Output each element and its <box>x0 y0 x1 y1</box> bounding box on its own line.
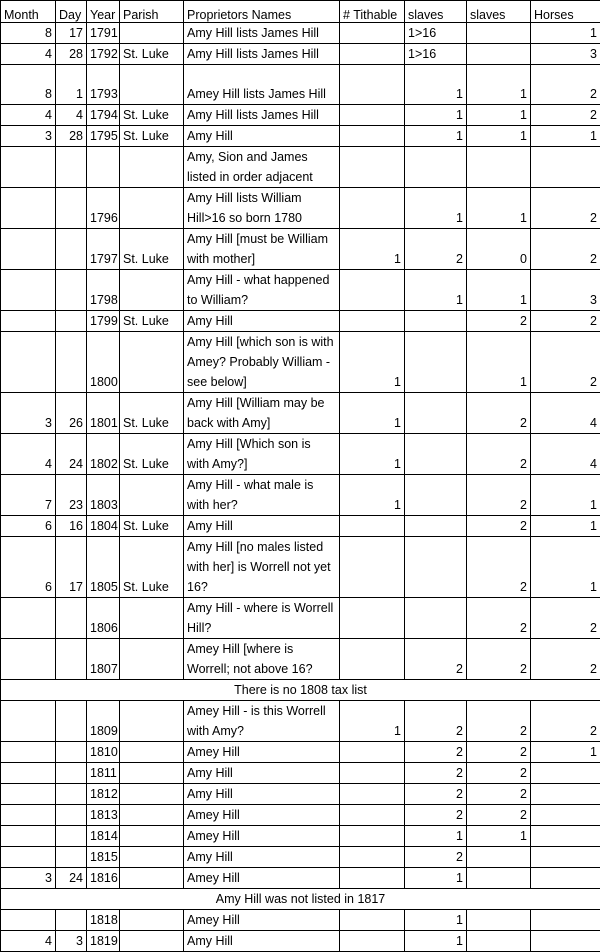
cell-horses: 2 <box>531 188 600 229</box>
cell-month <box>1 910 56 931</box>
table-row <box>1 270 600 311</box>
cell-parish: St. Luke <box>120 44 184 65</box>
cell-horses <box>531 910 600 931</box>
cell-slaves-1: 2 <box>405 847 467 868</box>
cell-year: 1809 <box>87 701 120 742</box>
cell-slaves-1: 2 <box>405 742 467 763</box>
cell-horses <box>531 826 600 847</box>
cell-tithable <box>340 126 405 147</box>
cell-slaves-1 <box>405 393 467 434</box>
cell-proprietor-name: Amey Hill <box>184 742 340 763</box>
cell-slaves-1: 1 <box>405 65 467 105</box>
cell-slaves-1: 1 <box>405 910 467 931</box>
cell-year: 1793 <box>87 65 120 105</box>
cell-parish <box>120 742 184 763</box>
cell-proprietor-name: Amy Hill - what happened to William? <box>184 270 340 311</box>
table-row <box>1 126 600 147</box>
cell-year: 1791 <box>87 23 120 44</box>
table-row <box>1 44 600 65</box>
cell-parish: St. Luke <box>120 537 184 598</box>
cell-day: 24 <box>56 868 87 889</box>
cell-proprietor-name: Amy Hill lists James Hill <box>184 105 340 126</box>
table-row <box>1 931 600 952</box>
cell-slaves-1: 1 <box>405 270 467 311</box>
cell-year: 1798 <box>87 270 120 311</box>
cell-year: 1800 <box>87 332 120 393</box>
cell-slaves-1 <box>405 475 467 516</box>
cell-year: 1818 <box>87 910 120 931</box>
cell-month: 3 <box>1 868 56 889</box>
cell-day: 24 <box>56 434 87 475</box>
table-row <box>1 393 600 434</box>
cell-year: 1815 <box>87 847 120 868</box>
cell-day: 16 <box>56 516 87 537</box>
cell-proprietor-name: Amy Hill [no males listed with her] is Worrell not yet 16? <box>184 537 340 598</box>
cell-horses <box>531 805 600 826</box>
cell-proprietor-name: Amy Hill lists James Hill <box>184 44 340 65</box>
cell-slaves-2: 2 <box>467 475 531 516</box>
cell-parish: St. Luke <box>120 393 184 434</box>
cell-slaves-1 <box>405 311 467 332</box>
cell-slaves-2 <box>467 868 531 889</box>
cell-month: 4 <box>1 931 56 952</box>
cell-slaves-1 <box>405 147 467 188</box>
cell-year: 1796 <box>87 188 120 229</box>
cell-parish <box>120 270 184 311</box>
cell-proprietor-name: Amy Hill - where is Worrell Hill? <box>184 598 340 639</box>
cell-horses: 2 <box>531 598 600 639</box>
cell-slaves-2: 2 <box>467 701 531 742</box>
cell-slaves-1: 2 <box>405 701 467 742</box>
cell-slaves-2: 2 <box>467 639 531 680</box>
cell-slaves-2: 1 <box>467 332 531 393</box>
cell-month: 6 <box>1 537 56 598</box>
cell-month <box>1 639 56 680</box>
cell-year: 1797 <box>87 229 120 270</box>
cell-horses: 2 <box>531 105 600 126</box>
cell-horses: 1 <box>531 742 600 763</box>
cell-slaves-1: 2 <box>405 763 467 784</box>
cell-day <box>56 188 87 229</box>
cell-month <box>1 147 56 188</box>
table-row <box>1 805 600 826</box>
table-row <box>1 311 600 332</box>
cell-slaves-1 <box>405 332 467 393</box>
cell-slaves-2 <box>467 931 531 952</box>
cell-day <box>56 910 87 931</box>
cell-proprietor-name: Amy Hill [William may be back with Amy] <box>184 393 340 434</box>
cell-year: 1795 <box>87 126 120 147</box>
cell-slaves-2: 2 <box>467 784 531 805</box>
cell-year: 1814 <box>87 826 120 847</box>
cell-month <box>1 763 56 784</box>
table-row <box>1 537 600 598</box>
header-month: Month <box>1 1 56 23</box>
header-parish: Parish <box>120 1 184 23</box>
table-row <box>1 475 600 516</box>
cell-slaves-2: 2 <box>467 598 531 639</box>
cell-tithable <box>340 537 405 598</box>
cell-year: 1813 <box>87 805 120 826</box>
cell-parish: St. Luke <box>120 434 184 475</box>
cell-slaves-2: 2 <box>467 434 531 475</box>
cell-day <box>56 805 87 826</box>
cell-year <box>87 147 120 188</box>
cell-year: 1806 <box>87 598 120 639</box>
cell-horses: 4 <box>531 393 600 434</box>
table-row <box>1 763 600 784</box>
cell-parish <box>120 784 184 805</box>
cell-proprietor-name: Amy Hill [must be William with mother] <box>184 229 340 270</box>
cell-slaves-2: 2 <box>467 742 531 763</box>
cell-proprietor-name: Amy Hill <box>184 516 340 537</box>
cell-year: 1802 <box>87 434 120 475</box>
cell-day <box>56 332 87 393</box>
cell-day: 28 <box>56 44 87 65</box>
cell-month <box>1 332 56 393</box>
cell-slaves-2 <box>467 847 531 868</box>
header-proprietors-names: Proprietors Names <box>184 1 340 23</box>
cell-slaves-1: 1 <box>405 105 467 126</box>
cell-proprietor-name: Amy Hill lists James Hill <box>184 23 340 44</box>
table-row <box>1 847 600 868</box>
cell-horses: 1 <box>531 537 600 598</box>
cell-slaves-1: 1 <box>405 826 467 847</box>
cell-proprietor-name: Amey Hill lists James Hill <box>184 65 340 105</box>
cell-slaves-1: 2 <box>405 639 467 680</box>
cell-day <box>56 763 87 784</box>
cell-day <box>56 598 87 639</box>
table-row <box>1 826 600 847</box>
cell-tithable: 1 <box>340 332 405 393</box>
cell-parish: St. Luke <box>120 105 184 126</box>
note-text: There is no 1808 tax list <box>1 680 600 701</box>
cell-proprietor-name: Amy Hill lists William Hill>16 so born 1780 <box>184 188 340 229</box>
cell-proprietor-name: Amey Hill [where is Worrell; not above 16? <box>184 639 340 680</box>
cell-parish: St. Luke <box>120 516 184 537</box>
table-row <box>1 742 600 763</box>
cell-year: 1811 <box>87 763 120 784</box>
cell-tithable: 1 <box>340 701 405 742</box>
cell-tithable <box>340 147 405 188</box>
cell-day <box>56 701 87 742</box>
cell-day <box>56 311 87 332</box>
cell-parish: St. Luke <box>120 311 184 332</box>
cell-tithable <box>340 847 405 868</box>
cell-slaves-2 <box>467 147 531 188</box>
cell-month <box>1 229 56 270</box>
cell-parish <box>120 639 184 680</box>
cell-day: 17 <box>56 537 87 598</box>
cell-horses <box>531 931 600 952</box>
cell-horses: 3 <box>531 44 600 65</box>
cell-slaves-2: 2 <box>467 537 531 598</box>
table-row <box>1 188 600 229</box>
cell-month: 4 <box>1 44 56 65</box>
cell-horses: 2 <box>531 639 600 680</box>
table-row <box>1 639 600 680</box>
cell-slaves-2: 1 <box>467 270 531 311</box>
header-slaves-2: slaves <box>467 1 531 23</box>
cell-parish: St. Luke <box>120 126 184 147</box>
table-row <box>1 105 600 126</box>
cell-proprietor-name: Amy Hill <box>184 763 340 784</box>
cell-day <box>56 847 87 868</box>
note-row <box>1 680 600 701</box>
cell-month <box>1 188 56 229</box>
cell-slaves-2: 1 <box>467 105 531 126</box>
cell-parish <box>120 763 184 784</box>
cell-proprietor-name: Amy Hill - what male is with her? <box>184 475 340 516</box>
cell-year: 1792 <box>87 44 120 65</box>
table-row <box>1 23 600 44</box>
cell-tithable: 1 <box>340 475 405 516</box>
cell-tithable <box>340 270 405 311</box>
cell-slaves-1 <box>405 598 467 639</box>
cell-proprietor-name: Amy Hill [which son is with Amey? Probably William - see below] <box>184 332 340 393</box>
cell-slaves-2: 1 <box>467 126 531 147</box>
cell-proprietor-name: Amy Hill <box>184 931 340 952</box>
header-day: Day <box>56 1 87 23</box>
cell-parish <box>120 598 184 639</box>
cell-slaves-2 <box>467 44 531 65</box>
cell-proprietor-name: Amy, Sion and James listed in order adjacent <box>184 147 340 188</box>
cell-slaves-1: 1>16 <box>405 44 467 65</box>
cell-month: 3 <box>1 126 56 147</box>
cell-tithable <box>340 105 405 126</box>
table-row <box>1 434 600 475</box>
table-row <box>1 598 600 639</box>
cell-proprietor-name: Amy Hill [Which son is with Amy?] <box>184 434 340 475</box>
cell-tithable <box>340 910 405 931</box>
cell-parish <box>120 826 184 847</box>
cell-month: 7 <box>1 475 56 516</box>
header-year: Year <box>87 1 120 23</box>
cell-horses <box>531 847 600 868</box>
cell-proprietor-name: Amy Hill <box>184 126 340 147</box>
cell-horses: 3 <box>531 270 600 311</box>
cell-month <box>1 270 56 311</box>
cell-tithable: 1 <box>340 229 405 270</box>
cell-proprietor-name: Amy Hill <box>184 311 340 332</box>
cell-tithable <box>340 931 405 952</box>
cell-slaves-1: 1 <box>405 931 467 952</box>
cell-year: 1819 <box>87 931 120 952</box>
cell-year: 1810 <box>87 742 120 763</box>
cell-day <box>56 742 87 763</box>
cell-horses <box>531 763 600 784</box>
cell-slaves-2: 2 <box>467 516 531 537</box>
cell-slaves-1: 2 <box>405 784 467 805</box>
cell-slaves-2: 1 <box>467 826 531 847</box>
cell-tithable <box>340 188 405 229</box>
cell-tithable: 1 <box>340 434 405 475</box>
cell-day: 26 <box>56 393 87 434</box>
cell-month: 6 <box>1 516 56 537</box>
cell-month <box>1 784 56 805</box>
cell-horses: 2 <box>531 229 600 270</box>
cell-horses: 2 <box>531 311 600 332</box>
table-row <box>1 868 600 889</box>
cell-parish <box>120 910 184 931</box>
table-row <box>1 65 600 105</box>
cell-parish <box>120 147 184 188</box>
cell-day: 3 <box>56 931 87 952</box>
cell-slaves-2: 1 <box>467 188 531 229</box>
cell-slaves-2: 1 <box>467 65 531 105</box>
cell-month <box>1 311 56 332</box>
cell-slaves-1: 2 <box>405 229 467 270</box>
cell-slaves-1: 1>16 <box>405 23 467 44</box>
cell-slaves-2: 2 <box>467 311 531 332</box>
cell-year: 1801 <box>87 393 120 434</box>
cell-slaves-2: 2 <box>467 805 531 826</box>
cell-parish: St. Luke <box>120 229 184 270</box>
cell-year: 1799 <box>87 311 120 332</box>
cell-horses: 2 <box>531 701 600 742</box>
cell-parish <box>120 188 184 229</box>
cell-tithable <box>340 44 405 65</box>
cell-year: 1816 <box>87 868 120 889</box>
cell-month <box>1 742 56 763</box>
cell-proprietor-name: Amy Hill <box>184 847 340 868</box>
note-row <box>1 889 600 910</box>
cell-tithable <box>340 516 405 537</box>
cell-horses: 2 <box>531 65 600 105</box>
cell-parish <box>120 931 184 952</box>
cell-parish <box>120 868 184 889</box>
cell-slaves-1: 1 <box>405 188 467 229</box>
cell-day <box>56 826 87 847</box>
cell-horses <box>531 784 600 805</box>
cell-horses: 2 <box>531 332 600 393</box>
cell-horses: 1 <box>531 23 600 44</box>
cell-slaves-2 <box>467 23 531 44</box>
cell-horses: 1 <box>531 516 600 537</box>
cell-parish <box>120 847 184 868</box>
cell-slaves-1: 2 <box>405 805 467 826</box>
cell-proprietor-name: Amey Hill <box>184 826 340 847</box>
cell-day <box>56 639 87 680</box>
cell-year: 1807 <box>87 639 120 680</box>
cell-horses <box>531 147 600 188</box>
cell-slaves-2: 2 <box>467 393 531 434</box>
cell-day <box>56 229 87 270</box>
cell-horses: 1 <box>531 475 600 516</box>
cell-month: 8 <box>1 23 56 44</box>
cell-day <box>56 147 87 188</box>
cell-proprietor-name: Amey Hill <box>184 868 340 889</box>
cell-year: 1804 <box>87 516 120 537</box>
header-horses: Horses <box>531 1 600 23</box>
cell-tithable <box>340 826 405 847</box>
cell-slaves-2 <box>467 910 531 931</box>
cell-year: 1794 <box>87 105 120 126</box>
cell-horses: 1 <box>531 126 600 147</box>
table-row <box>1 147 600 188</box>
table-row <box>1 516 600 537</box>
cell-slaves-1 <box>405 537 467 598</box>
cell-month <box>1 847 56 868</box>
cell-proprietor-name: Amey Hill <box>184 910 340 931</box>
cell-proprietor-name: Amy Hill <box>184 784 340 805</box>
cell-year: 1805 <box>87 537 120 598</box>
cell-tithable: 1 <box>340 393 405 434</box>
cell-tithable <box>340 311 405 332</box>
cell-tithable <box>340 23 405 44</box>
cell-slaves-1: 1 <box>405 868 467 889</box>
cell-slaves-2: 0 <box>467 229 531 270</box>
cell-horses <box>531 868 600 889</box>
cell-parish <box>120 475 184 516</box>
header-slaves-1: slaves <box>405 1 467 23</box>
cell-tithable <box>340 742 405 763</box>
note-text: Amy Hill was not listed in 1817 <box>1 889 600 910</box>
table-row <box>1 701 600 742</box>
cell-day <box>56 270 87 311</box>
cell-proprietor-name: Amey Hill - is this Worrell with Amy? <box>184 701 340 742</box>
cell-day: 28 <box>56 126 87 147</box>
cell-parish <box>120 23 184 44</box>
cell-month <box>1 805 56 826</box>
header-row <box>1 1 600 23</box>
cell-tithable <box>340 784 405 805</box>
table-row <box>1 910 600 931</box>
header-tithable: # Tithable <box>340 1 405 23</box>
cell-day: 17 <box>56 23 87 44</box>
cell-month <box>1 598 56 639</box>
cell-tithable <box>340 868 405 889</box>
cell-year: 1803 <box>87 475 120 516</box>
cell-day: 4 <box>56 105 87 126</box>
cell-day: 1 <box>56 65 87 105</box>
cell-proprietor-name: Amey Hill <box>184 805 340 826</box>
cell-slaves-1: 1 <box>405 126 467 147</box>
cell-tithable <box>340 805 405 826</box>
cell-month: 4 <box>1 434 56 475</box>
table-row <box>1 229 600 270</box>
cell-slaves-2: 2 <box>467 763 531 784</box>
cell-tithable <box>340 598 405 639</box>
cell-parish <box>120 805 184 826</box>
cell-month: 4 <box>1 105 56 126</box>
table-row <box>1 784 600 805</box>
cell-tithable <box>340 65 405 105</box>
cell-horses: 4 <box>531 434 600 475</box>
cell-month <box>1 826 56 847</box>
cell-month: 8 <box>1 65 56 105</box>
cell-parish <box>120 332 184 393</box>
cell-slaves-1 <box>405 434 467 475</box>
cell-day: 23 <box>56 475 87 516</box>
cell-month: 3 <box>1 393 56 434</box>
table-row <box>1 332 600 393</box>
cell-tithable <box>340 763 405 784</box>
cell-day <box>56 784 87 805</box>
cell-parish <box>120 65 184 105</box>
cell-slaves-1 <box>405 516 467 537</box>
cell-tithable <box>340 639 405 680</box>
cell-parish <box>120 701 184 742</box>
cell-year: 1812 <box>87 784 120 805</box>
cell-month <box>1 701 56 742</box>
